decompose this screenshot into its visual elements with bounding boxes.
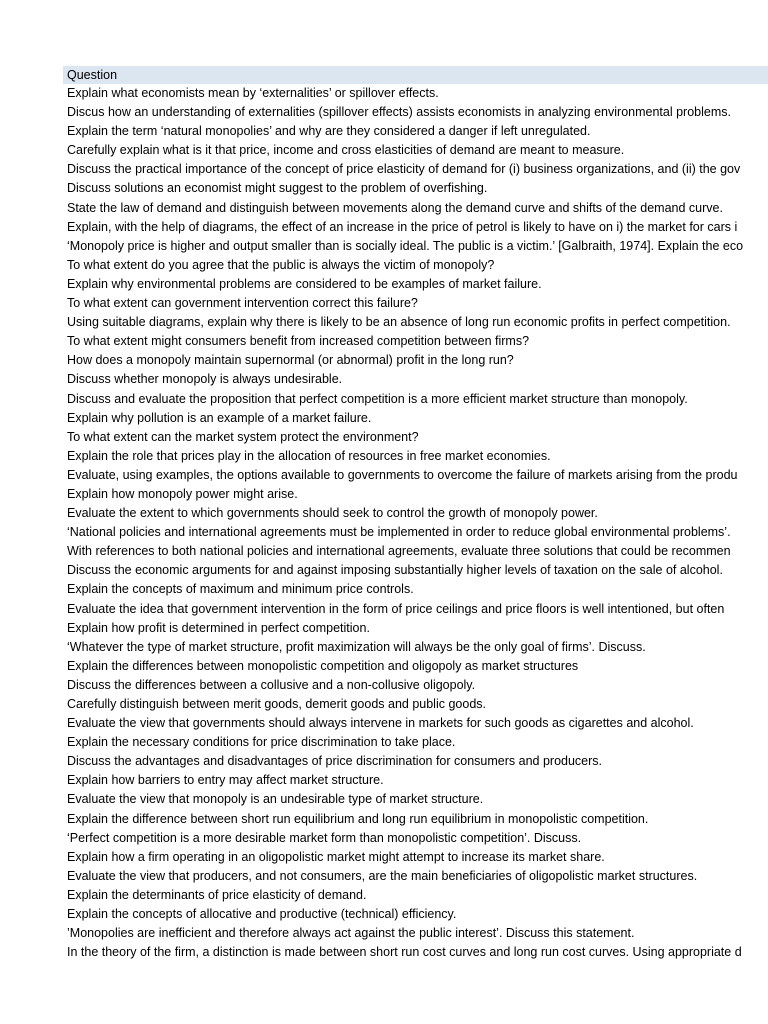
question-row: Explain the role that prices play in the allocation of resources in free market economies. xyxy=(67,448,551,463)
question-row: State the law of demand and distinguish between movements along the demand curve and shifts of the demand curve. xyxy=(67,200,723,215)
question-row: Evaluate the view that governments should always intervene in markets for such goods as cigarettes and alcohol. xyxy=(67,716,694,731)
question-row: Explain how a firm operating in an oligopolistic market might attempt to increase its market share. xyxy=(67,849,605,864)
question-row: Explain the concepts of maximum and minimum price controls. xyxy=(67,582,414,597)
question-row: Evaluate, using examples, the options available to governments to overcome the failure of markets arising from the produ xyxy=(67,467,738,482)
question-row: ‘National policies and international agreements must be implemented in order to reduce global environmental problems’. xyxy=(67,525,731,540)
question-row: Explain how monopoly power might arise. xyxy=(67,486,298,501)
question-row: Discuss solutions an economist might suggest to the problem of overfishing. xyxy=(67,181,488,196)
question-row: Discuss whether monopoly is always undesirable. xyxy=(67,372,343,387)
question-row: ‘Whatever the type of market structure, profit maximization will always be the only goal of firms’. Discuss. xyxy=(67,639,646,654)
question-row: Discuss and evaluate the proposition that perfect competition is a more efficient market structure than monopoly. xyxy=(67,391,688,406)
question-row: Using suitable diagrams, explain why there is likely to be an absence of long run economic profits in perfect competition. xyxy=(67,315,731,330)
question-row: Explain why environmental problems are considered to be examples of market failure. xyxy=(67,276,542,291)
question-row: ‘Monopoly price is higher and output smaller than is socially ideal. The public is a victim.’ [Galbraith, 1974]. Explain the eco xyxy=(67,238,744,253)
question-row: Explain the term ‘natural monopolies’ and why are they considered a danger if left unregulated. xyxy=(67,124,591,139)
question-row: Discuss the economic arguments for and against imposing substantially higher levels of taxation on the sale of alcohol. xyxy=(67,563,723,578)
question-row: Explain, with the help of diagrams, the effect of an increase in the price of petrol is likely to have on i) the market for cars i xyxy=(67,219,738,234)
question-row: Explain the determinants of price elasticity of demand. xyxy=(67,887,367,902)
question-row: To what extent can the market system protect the environment? xyxy=(67,429,419,444)
column-header-question: Question xyxy=(63,66,768,84)
question-row: To what extent can government intervention correct this failure? xyxy=(67,296,418,311)
question-row: Discuss the advantages and disadvantages of price discrimination for consumers and producers. xyxy=(67,754,603,769)
question-row: Carefully distinguish between merit goods, demerit goods and public goods. xyxy=(67,697,486,711)
question-row: Explain how profit is determined in perfect competition. xyxy=(67,620,370,635)
question-row: To what extent might consumers benefit from increased competition between firms? xyxy=(67,334,530,349)
question-row: Evaluate the extent to which governments should seek to control the growth of monopoly power. xyxy=(67,506,598,521)
question-row: Explain the differences between monopolistic competition and oligopoly as market structures xyxy=(67,658,579,673)
question-row: In the theory of the firm, a distinction is made between short run cost curves and long run cost curves. Using appropriate d xyxy=(67,945,742,960)
question-row: Discuss the practical importance of the concept of price elasticity of demand for (i) business organizations, and (ii) the gov xyxy=(67,162,741,177)
question-row: Explain the difference between short run equilibrium and long run equilibrium in monopolistic competition. xyxy=(67,811,649,826)
question-row: Evaluate the view that monopoly is an undesirable type of market structure. xyxy=(67,792,484,807)
question-row: Carefully explain what is it that price, income and cross elasticities of demand are meant to measure. xyxy=(67,143,625,158)
question-row: Evaluate the view that producers, and not consumers, are the main beneficiaries of oligopolistic market structures. xyxy=(67,868,698,883)
question-row: Evaluate the idea that government intervention in the form of price ceilings and price floors is well intentioned, but often xyxy=(67,601,725,616)
question-row: Discuss the differences between a collusive and a non-collusive oligopoly. xyxy=(67,677,476,692)
question-row: Explain how barriers to entry may affect market structure. xyxy=(67,773,384,788)
question-row: Explain what economists mean by ‘externalities’ or spillover effects. xyxy=(67,86,439,100)
question-row: With references to both national policies and international agreements, evaluate three solutions that could be recommen xyxy=(67,544,731,559)
question-row: Explain why pollution is an example of a market failure. xyxy=(67,410,372,425)
question-row: ’Monopolies are inefficient and therefore always act against the public interest’. Discuss this statement. xyxy=(67,926,635,941)
question-row: ‘Perfect competition is a more desirable market form than monopolistic competition’. Discuss. xyxy=(67,830,582,845)
question-row: How does a monopoly maintain supernormal (or abnormal) profit in the long run? xyxy=(67,353,514,368)
question-list xyxy=(63,84,768,962)
question-row: Explain the concepts of allocative and productive (technical) efficiency. xyxy=(67,907,457,922)
question-row: Explain the necessary conditions for price discrimination to take place. xyxy=(67,735,456,750)
question-row: Discus how an understanding of externalities (spillover effects) assists economists in analyzing environmental problems. xyxy=(67,105,731,120)
question-sheet xyxy=(63,66,768,962)
question-row: To what extent do you agree that the public is always the victim of monopoly? xyxy=(67,257,495,272)
